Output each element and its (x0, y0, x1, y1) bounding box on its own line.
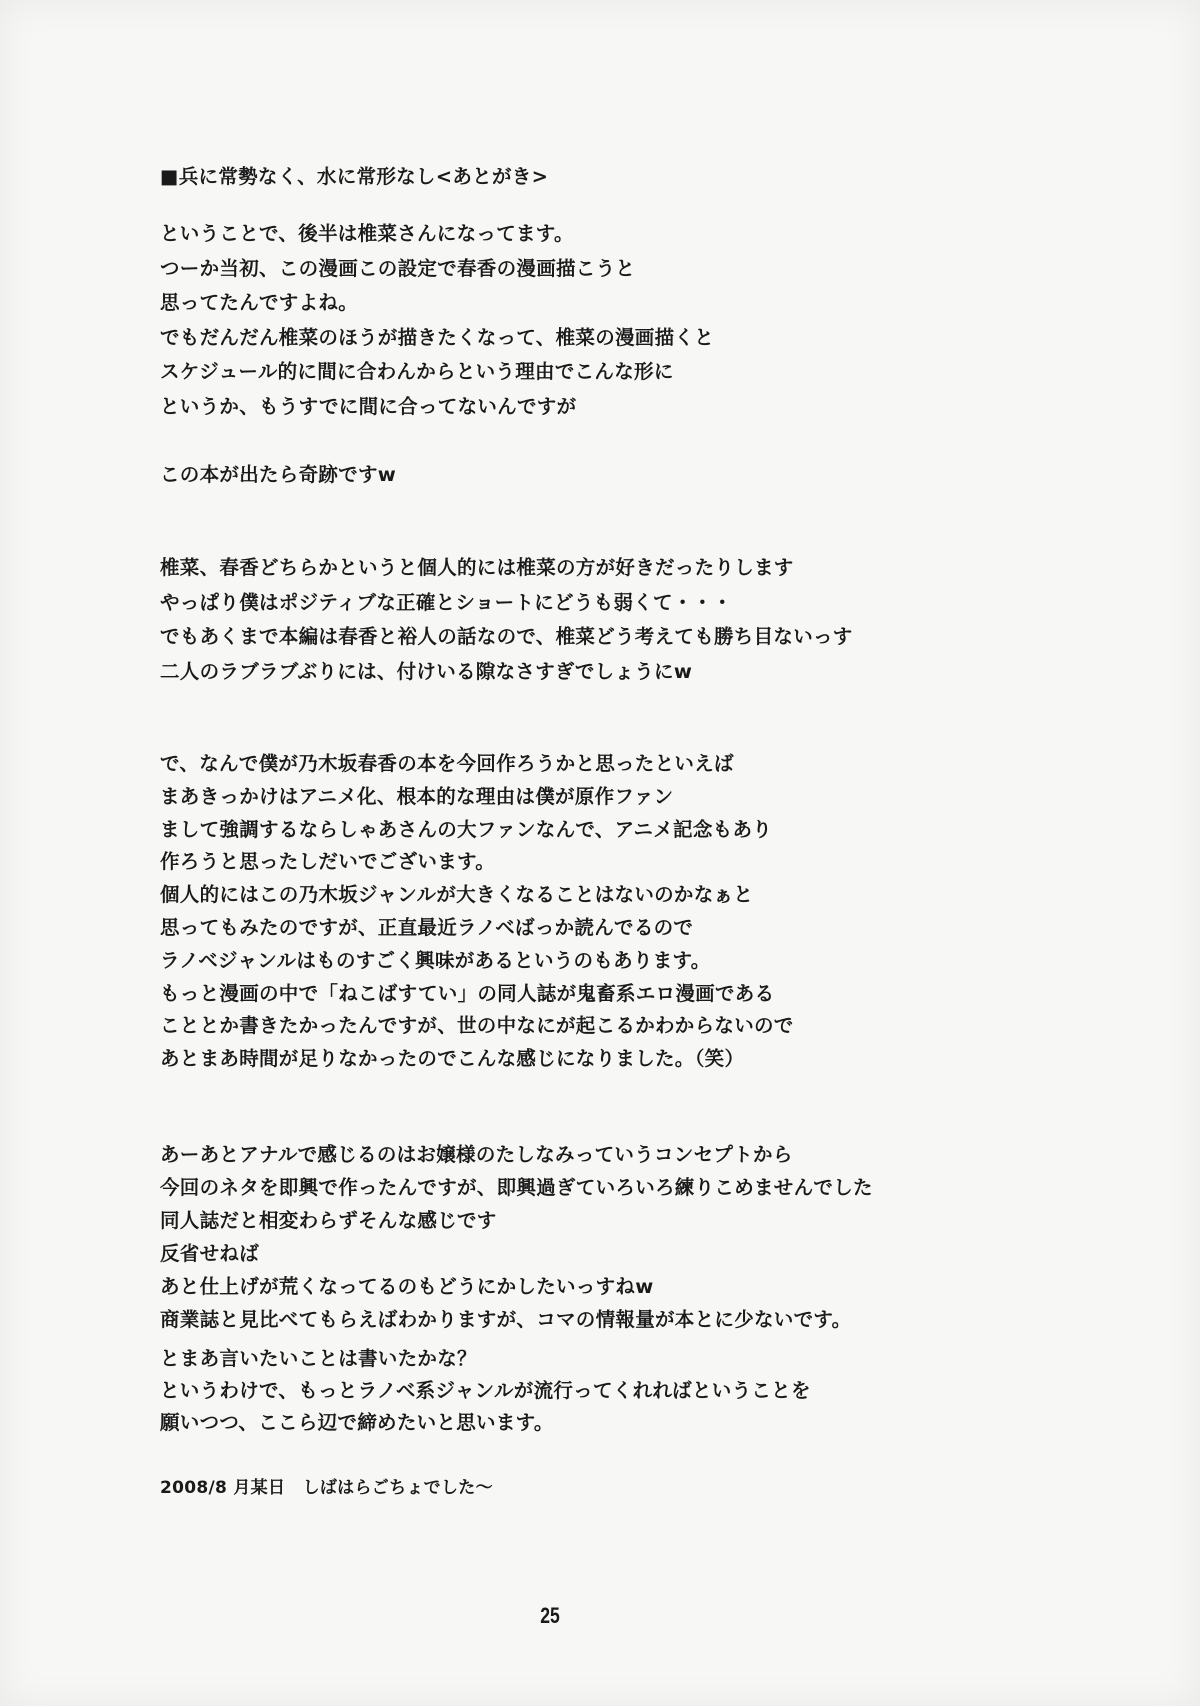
text-line: まあきっかけはアニメ化、根本的な理由は僕が原作ファン (160, 784, 674, 808)
title-text: ■兵に常勢なく、水に常形なし<あとがき> (160, 165, 549, 188)
text-line: ということで、後半は椎菜さんになってます。 (160, 222, 574, 245)
text-line: ラノベジャンルはものすごく興味があるというのもあります。 (160, 948, 711, 972)
text-line: というか、もうすでに間に合ってないんですが (160, 394, 577, 418)
text-line: スケジュール的に間に合わんからという理由でこんな形に (160, 360, 674, 383)
text-line: で、なんで僕が乃木坂春香の本を今回作ろうかと思ったといえば (160, 752, 734, 775)
text-line: やっぱり僕はポジティブな正確とショートにどうも弱くて・・・ (160, 590, 733, 614)
text-line: まして強調するならしゃあさんの大ファンなんで、アニメ記念もあり (160, 817, 773, 841)
paragraph-3 (160, 551, 853, 689)
text-line: 思ってたんですよね。 (160, 291, 359, 314)
text-line: 願いつつ、ここら辺で締めたいと思います。 (160, 1411, 554, 1434)
text-line: というわけで、もっとラノベ系ジャンルが流行ってくれればということを (160, 1379, 811, 1402)
text-line: この本が出たら奇跡ですw (160, 463, 397, 486)
text-line: 思ってもみたのですが、正直最近ラノベばっか読んでるので (160, 915, 694, 939)
text-line: でもだんだん椎菜のほうが描きたくなって、椎菜の漫画描くと (160, 325, 715, 349)
text-line: とまあ言いたいことは書いたかな？ (160, 1347, 477, 1370)
text-line: 個人的にはこの乃木坂ジャンルが大きくなることはないのかなぁと (160, 883, 754, 907)
afterword-title (160, 160, 548, 195)
signature-line (160, 1471, 493, 1506)
paragraph-1 (160, 217, 714, 424)
text-line: 商業誌と見比べてもらえばわかりますが、コマの情報量が本とに少ないです。 (160, 1308, 852, 1331)
text-line: つーか当初、この漫画この設定で春香の漫画描こうと (160, 256, 636, 280)
text-line: 作ろうと思ったしだいでございます。 (160, 850, 496, 874)
paragraph-5 (160, 1138, 873, 1336)
text-line: あとまあ時間が足りなかったのでこんな感じになりました。（笑） (160, 1047, 745, 1071)
text-line: 反省せねば (160, 1242, 260, 1265)
text-line: あと仕上げが荒くなってるのもどうにかしたいっすねw (160, 1275, 654, 1298)
text-line: 同人誌だと相変わらずそんな感じです (160, 1209, 497, 1232)
page-number: 25 (540, 1603, 560, 1628)
text-line: もっと漫画の中で「ねこばすてい」の同人誌が鬼畜系エロ漫画である (160, 981, 775, 1005)
text-line: でもあくまで本編は春香と裕人の話なので、椎菜どう考えても勝ち目ないっす (160, 625, 853, 648)
text-line: こととか書きたかったんですが、世の中なにが起こるかわからないので (160, 1014, 794, 1038)
paragraph-6 (160, 1343, 811, 1439)
text-line: 二人のラブラブぶりには、付けいる隙なさすぎでしょうにw (160, 659, 693, 683)
text-line: 今回のネタを即興で作ったんですが、即興過ぎていろいろ練りこめませんでした (160, 1176, 873, 1199)
text-line: あーあとアナルで感じるのはお嬢様のたしなみっていうコンセプトから (160, 1143, 793, 1166)
text-line: 椎菜、春香どちらかというと個人的には椎菜の方が好きだったりします (160, 556, 794, 579)
paragraph-2 (160, 458, 396, 493)
signature-text: 2008/8 月某日 しばはらごちょでした～ (160, 1478, 493, 1498)
paragraph-4 (160, 748, 794, 1076)
